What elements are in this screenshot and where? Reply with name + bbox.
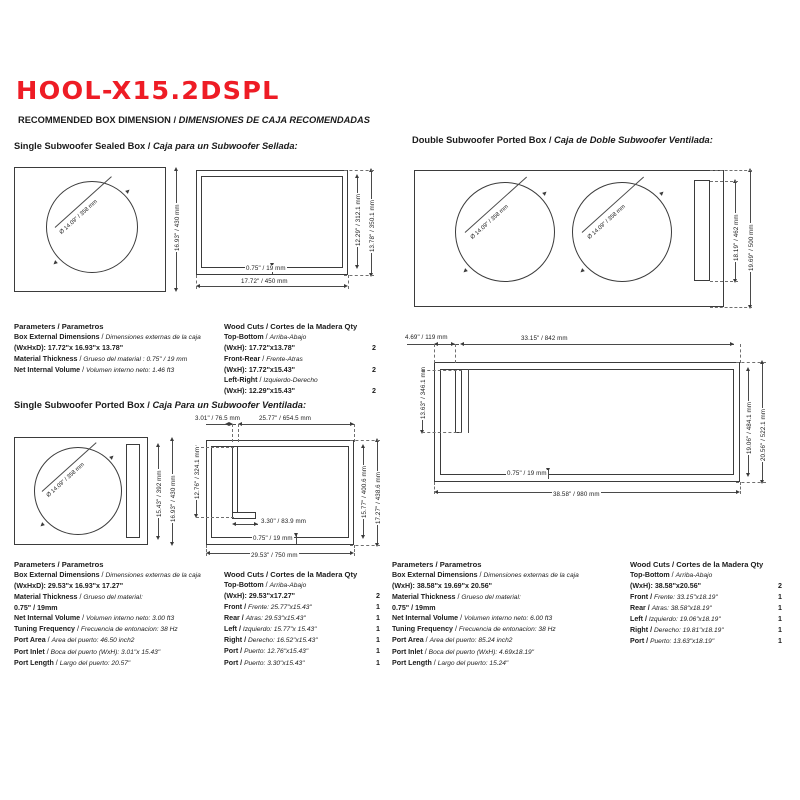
pd-param-es: Boca del puerto (WxH): 4.69x18.19" — [428, 648, 535, 656]
ps-param-es: Dimensiones externas de la caja — [105, 572, 201, 580]
sealed-driver-diameter-label: Ø 14.09" / 358 mm — [58, 198, 99, 236]
sealed-inner-depth-arrow-top — [355, 174, 359, 178]
pd-cut-en: Right / — [630, 626, 655, 635]
ps-cut-en: Left / — [224, 625, 243, 634]
ps-param-es: Grueso del material: — [83, 593, 143, 601]
ported-double-side-inner — [440, 369, 734, 475]
pd-cut-row — [630, 581, 795, 591]
pd-param-es: Volumen interno neto: 6.00 ft3 — [464, 615, 553, 623]
ported-double-outer-height-label: 19.69" / 500 mm — [748, 224, 755, 271]
ported-double-sep: / — [546, 135, 555, 145]
ps-cut-en: Port / — [224, 647, 245, 656]
ported-single-port-gap-arrow-right — [254, 522, 258, 526]
sealed-param-en: Box External Dimensions — [14, 333, 100, 342]
ps-param-es: Area del puerto: 46.50 inch2 — [51, 637, 135, 645]
ported-single-tw-ext-left — [206, 545, 207, 556]
ported-double-port-slot — [694, 180, 710, 281]
recommended-box-dimension-heading — [18, 115, 370, 125]
pd-cut-qty: 1 — [778, 626, 782, 635]
ported-double-port-wall-2 — [468, 369, 469, 433]
ported-double-ph-ext-top — [422, 370, 462, 371]
ported-double-fh-ext-top — [710, 170, 752, 171]
sealed-inner-depth-label: 12.29" / 312.1 mm — [355, 193, 362, 246]
sealed-cut-row — [224, 343, 392, 353]
recommended-es: DIMENSIONES DE CAJA RECOMENDADAS — [178, 115, 370, 125]
ps-cut-es: Izquierdo: 15.77"x 15.43" — [242, 626, 317, 634]
ported-double-fh-ext-inner-bot — [710, 281, 738, 282]
ported-double-chamber-label: 33.15" / 842 mm — [521, 335, 568, 342]
ps-param-en: Material Thickness — [14, 592, 80, 601]
pd-param-en: Port Inlet — [392, 647, 425, 656]
sealed-woodcuts-table — [224, 322, 392, 396]
ported-double-fh-ext-bot — [710, 307, 752, 308]
sealed-outer-depth-label: 13.78" / 350.1 mm — [369, 199, 376, 252]
ported-double-inner-depth-arrow-top — [746, 367, 750, 371]
section-heading-sealed — [14, 141, 298, 151]
ported-double-driver-left-label: Ø 14.09" / 358 mm — [469, 203, 510, 241]
ported-single-port-inlet-label: 3.01" / 76.5 mm — [195, 415, 240, 422]
pd-cut-en: (WxH): 38.58"x20.56" — [630, 582, 701, 591]
pd-cut-row — [630, 603, 795, 614]
ported-double-chamber-line — [462, 344, 734, 345]
ported-single-tw-ext-right — [354, 545, 355, 556]
ported-single-driver-diameter-label: Ø 14.09" / 358 mm — [45, 461, 86, 499]
pd-cut-row — [630, 636, 795, 647]
pd-cut-es: Arriba-Abajo — [675, 572, 713, 580]
ps-param-es: Frecuencia de entonacion: 38 Hz — [80, 626, 178, 634]
brand-title: HOOL-X15.2DSPL — [16, 76, 280, 105]
sealed-cut-row: Top-Bottom / Arriba-Abajo — [224, 333, 307, 342]
ported-double-title-en: Double Subwoofer Ported Box — [412, 135, 547, 145]
ported-single-total-width-label: 29.53" / 750 mm — [251, 552, 298, 559]
sealed-cut-qty: 2 — [372, 387, 376, 396]
ported-double-woodcuts-table — [630, 560, 795, 648]
ported-single-inner-depth-label: 15.77" / 400.6 mm — [361, 465, 368, 518]
ported-double-title-es: Caja de Doble Subwoofer Ventilada: — [554, 135, 713, 145]
ported-single-sep: / — [144, 400, 153, 410]
ported-double-chamber-arrow-left — [460, 342, 464, 346]
ported-single-port-slot — [126, 444, 140, 538]
ported-double-woodcuts-head: Wood Cuts / Cortes de la Madera Qty — [630, 560, 764, 569]
ps-param-en: Tuning Frequency — [14, 625, 77, 634]
ps-cut-es: Puerto: 3.30"x15.43" — [244, 659, 305, 667]
ported-double-tw-ext-left — [434, 482, 435, 494]
ported-double-parameters-head: Parameters / Parametros — [392, 560, 482, 569]
ps-cut-es: Puerto: 12.76"x15.43" — [244, 648, 309, 656]
ps-param-en: Port Length — [14, 658, 56, 667]
ps-cut-en: (WxH): 29.53"x17.27" — [224, 592, 295, 601]
pd-cut-qty: 1 — [778, 637, 782, 646]
ps-cut-qty: 1 — [376, 613, 380, 622]
sealed-cut-en: Top-Bottom — [224, 333, 266, 342]
ported-single-inner-height-arrow-top — [156, 443, 160, 447]
ps-cut-qty: 1 — [376, 625, 380, 634]
pd-param-en: Material Thickness — [392, 592, 458, 601]
ported-single-depth-ext-bot — [350, 545, 380, 546]
ps-cut-es: Frente: 25.77"x15.43" — [248, 603, 312, 611]
sealed-width-dim-line — [199, 286, 345, 287]
sealed-height-arrow-bottom — [174, 288, 178, 292]
pd-param-es: Largo del puerto: 15.24" — [437, 659, 509, 667]
sealed-woodcuts-head: Wood Cuts / Cortes de la Madera Qty — [224, 322, 358, 331]
ps-cut-row — [224, 591, 396, 601]
sealed-width-ext-right — [348, 275, 349, 289]
ps-param-row: Port Area / Area del puerto: 46.50 inch2 — [14, 636, 135, 645]
sealed-param-en: (WxHxD): 17.72"x 16.93"x 13.78" — [14, 344, 124, 353]
ported-single-parameters-table — [14, 560, 201, 669]
pd-cut-qty: 1 — [778, 592, 782, 601]
ps-cut-qty: 2 — [376, 592, 380, 601]
ported-single-inner-height-arrow-bottom — [156, 536, 160, 540]
sealed-cut-row: Front-Rear / Frente-Atras — [224, 354, 303, 363]
ported-single-port-gap-label: 3.30" / 83.9 mm — [261, 518, 306, 525]
pd-param-row: Net Internal Volume / Volumen interno neto: 6.00 ft3 — [392, 614, 553, 623]
pd-cut-row: Top-Bottom / Arriba-Abajo — [630, 571, 713, 580]
sealed-param-es: Volumen interno neto: 1.46 ft3 — [86, 366, 175, 374]
sealed-cut-en: (WxH): 17.72"x15.43" — [224, 365, 295, 374]
pd-param-row: Tuning Frequency / Frecuencia de entonacion: 38 Hz — [392, 625, 556, 634]
ps-param-row: Port Inlet / Boca del puerto (WxH): 3.01"x 15.43" — [14, 647, 161, 656]
ported-single-woodcuts-head: Wood Cuts / Cortes de la Madera Qty — [224, 570, 358, 579]
ported-single-inner-height-label: 15.43" / 392 mm — [156, 470, 163, 517]
ported-single-port-height-label: 12.76" / 324.1 mm — [194, 446, 201, 499]
ported-single-chamber-line — [240, 424, 354, 425]
sealed-cut-en: Front-Rear — [224, 354, 263, 363]
ps-param-row: Box External Dimensions / Dimensiones externas de la caja — [14, 571, 201, 580]
pd-cut-row — [630, 614, 795, 625]
ported-double-chamber-ext — [740, 344, 741, 363]
ported-single-outer-height-label: 16.93" / 430 mm — [170, 475, 177, 522]
ported-single-inner-depth-arrow-bottom — [361, 535, 365, 539]
ps-param-row: Port Length / Largo del puerto: 20.57" — [14, 658, 131, 667]
pd-cut-es: Atras: 38.58"x18.19" — [651, 604, 712, 612]
sealed-depth-ext-bottom — [344, 275, 374, 276]
pd-param-row — [392, 603, 579, 613]
ps-cut-es: Arriba-Abajo — [269, 582, 307, 590]
sealed-param-row: Material Thickness / Grueso del material : 0.75" / 19 mm — [14, 354, 188, 363]
ported-double-tw-ext-right — [740, 482, 741, 494]
pd-cut-en: Front / — [630, 592, 655, 601]
section-heading-ported-double — [412, 135, 713, 145]
sealed-material-label: 0.75" / 19 mm — [246, 265, 286, 272]
ported-single-parameters-head: Parameters / Parametros — [14, 560, 104, 569]
pd-param-es: Dimensiones externas de la caja — [483, 572, 579, 580]
ported-double-chamber-arrow-right — [730, 342, 734, 346]
section-heading-ported-single — [14, 400, 306, 410]
recommended-sep: / — [170, 115, 179, 125]
sealed-side-inner — [201, 176, 343, 268]
ported-single-ph-ext-bot — [196, 517, 234, 518]
pd-param-en: Port Area — [392, 636, 426, 645]
sealed-parameters-head: Parameters / Parametros — [14, 322, 104, 331]
ported-double-parameters-table — [392, 560, 579, 669]
ported-single-outer-height-arrow-bottom — [170, 542, 174, 546]
sealed-parameters-table — [14, 322, 201, 376]
ported-double-port-wall — [455, 369, 462, 433]
sealed-cut-row — [224, 365, 392, 375]
ps-param-row — [14, 581, 201, 591]
sealed-cut-es: Arriba-Abajo — [269, 334, 307, 342]
pd-cut-qty: 1 — [778, 603, 782, 612]
ported-double-port-inlet-label: 4.69" / 119 mm — [405, 334, 448, 341]
ps-param-en: (WxHxD): 29.53"x 16.93"x 17.27" — [14, 582, 124, 591]
pd-cut-qty: 1 — [778, 615, 782, 624]
sealed-title-es: Caja para un Subwoofer Sellada: — [152, 141, 298, 151]
sealed-cut-qty: 2 — [372, 344, 376, 353]
sealed-cut-row — [224, 386, 392, 396]
pd-param-es: Grueso del material: — [461, 593, 521, 601]
ps-cut-qty: 1 — [376, 647, 380, 656]
sealed-cut-en: Left-Right — [224, 376, 260, 385]
pd-param-en: Net Internal Volume — [392, 614, 461, 623]
pd-cut-en: Rear / — [630, 603, 652, 612]
pd-cut-es: Puerto: 13.63"x18.19" — [650, 638, 715, 646]
pd-cut-qty: 2 — [778, 582, 782, 591]
pd-param-row: Box External Dimensions / Dimensiones externas de la caja — [392, 571, 579, 580]
ported-single-title-es: Caja Para un Subwoofer Ventilada: — [152, 400, 307, 410]
ps-cut-en: Port / — [224, 658, 245, 667]
ported-single-ph-ext-top — [196, 447, 234, 448]
ported-single-inlet-ext-b — [238, 424, 239, 442]
ported-double-inner-height-label: 18.19" / 462 mm — [733, 214, 740, 261]
sealed-title-en: Single Subwoofer Sealed Box — [14, 141, 146, 151]
ported-double-depth-ext-top — [736, 362, 766, 363]
ported-single-material-label: 0.75" / 19 mm — [253, 535, 293, 542]
ps-param-es: Volumen interno neto: 3.00 ft3 — [86, 615, 175, 623]
sealed-param-es: Grueso del material : 0.75" / 19 mm — [83, 355, 188, 363]
pd-cut-en: Port / — [630, 637, 651, 646]
sealed-cut-en: (WxH): 17.72"x13.78" — [224, 344, 295, 353]
ps-param-en: Port Area — [14, 636, 48, 645]
ported-double-driver-right-label: Ø 14.09" / 358 mm — [586, 203, 627, 241]
ported-single-depth-ext-top — [350, 440, 380, 441]
ps-param-en: Net Internal Volume — [14, 614, 83, 623]
sealed-depth-ext-top — [344, 170, 374, 171]
sealed-param-en: Material Thickness — [14, 354, 80, 363]
ps-cut-row — [224, 646, 396, 657]
sealed-cut-en: (WxH): 12.29"x15.43" — [224, 387, 295, 396]
ps-cut-es: Atras: 29.53"x15.43" — [245, 614, 306, 622]
ps-param-row: Material Thickness / Grueso del material: — [14, 592, 143, 601]
pd-cut-es: Frente: 33.15"x18.19" — [654, 593, 718, 601]
pd-cut-en: Top-Bottom — [630, 571, 672, 580]
ps-param-row — [14, 603, 201, 613]
ps-cut-row — [224, 635, 396, 646]
ported-double-inlet-ext-a — [434, 344, 435, 363]
ported-single-inner-depth-arrow-top — [361, 444, 365, 448]
ported-double-port-height-label: 13.63" / 346.1 mm — [420, 366, 427, 419]
pd-param-en: (WxH): 38.58"x 19.69"x 20.56" — [392, 582, 492, 591]
ps-param-row: Net Internal Volume / Volumen interno neto: 3.00 ft3 — [14, 614, 175, 623]
ps-param-es: Boca del puerto (WxH): 3.01"x 15.43" — [50, 648, 161, 656]
pd-cut-row — [630, 592, 795, 603]
ported-single-title-en: Single Subwoofer Ported Box — [14, 400, 145, 410]
pd-param-en: Tuning Frequency — [392, 625, 455, 634]
ported-single-chamber-arrow-left — [238, 422, 242, 426]
ported-double-total-width-label: 38.58" / 980 mm — [553, 491, 600, 498]
ps-cut-qty: 1 — [376, 602, 380, 611]
ported-double-outer-depth-label: 20.56" / 522.1 mm — [760, 408, 767, 461]
pd-param-row: Port Inlet / Boca del puerto (WxH): 4.69x18.19" — [392, 647, 535, 656]
ported-single-port-gap-arrow-left — [232, 522, 236, 526]
ported-double-depth-ext-bot — [736, 482, 766, 483]
sealed-param-row: Box External Dimensions / Dimensiones externas de la caja — [14, 333, 201, 342]
sealed-width-ext-left — [196, 275, 197, 289]
sealed-cut-row: Left-Right / Izquierdo-Derecho — [224, 376, 318, 385]
recommended-en: RECOMMENDED BOX DIMENSION — [18, 115, 171, 125]
ps-cut-en: Rear / — [224, 613, 246, 622]
pd-cut-row — [630, 625, 795, 636]
pd-param-es: Frecuencia de entonacion: 38 Hz — [458, 626, 556, 634]
ported-double-inlet-ext-b — [455, 344, 456, 363]
ps-param-row: Tuning Frequency / Frecuencia de entonacion: 38 Hz — [14, 625, 178, 634]
ported-single-port-foot — [232, 512, 256, 519]
pd-param-en: Box External Dimensions — [392, 571, 478, 580]
pd-param-row: Material Thickness / Grueso del material: — [392, 592, 521, 601]
sealed-param-en: Net Internal Volume — [14, 365, 83, 374]
ported-single-chamber-label: 25.77" / 654.5 mm — [259, 415, 312, 422]
pd-param-row: Port Area / Area del puerto: 85.24 inch2 — [392, 636, 513, 645]
ported-single-port-wall — [232, 446, 238, 518]
sealed-height-arrow-top — [174, 167, 178, 171]
pd-cut-es: Derecho: 19.81"x18.19" — [654, 627, 724, 635]
pd-cut-en: Left / — [630, 615, 649, 624]
ps-cut-es: Derecho: 16.52"x15.43" — [248, 637, 318, 645]
ported-double-inner-depth-label: 19.06" / 484.1 mm — [746, 401, 753, 454]
pd-param-row: Port Length / Largo del puerto: 15.24" — [392, 658, 509, 667]
sealed-width-label: 17.72" / 450 mm — [241, 278, 288, 285]
sealed-param-row — [14, 343, 201, 353]
ps-cut-row — [224, 602, 396, 613]
ps-cut-qty: 1 — [376, 658, 380, 667]
ported-double-inner-depth-arrow-bottom — [746, 473, 750, 477]
pd-param-en: 0.75" / 19mm — [392, 603, 436, 612]
sealed-height-label: 16.93" / 430 mm — [174, 204, 181, 251]
sealed-param-es: Dimensiones externas de la caja — [105, 334, 201, 342]
ps-param-en: Box External Dimensions — [14, 571, 100, 580]
ported-single-material-arrow — [294, 533, 298, 537]
ported-double-material-label: 0.75" / 19 mm — [507, 470, 547, 477]
sealed-param-row: Net Internal Volume / Volumen interno neto: 1.46 ft3 — [14, 365, 175, 374]
ps-cut-qty: 1 — [376, 636, 380, 645]
ps-cut-row — [224, 624, 396, 635]
pd-param-row — [392, 581, 579, 591]
ps-cut-row: Top-Bottom / Arriba-Abajo — [224, 581, 307, 590]
sealed-sep: / — [145, 141, 153, 151]
ported-single-outer-depth-label: 17.27" / 438.6 mm — [375, 471, 382, 524]
ported-single-inlet-ext-a — [232, 424, 233, 442]
ps-cut-en: Top-Bottom — [224, 581, 266, 590]
ps-cut-row — [224, 613, 396, 624]
sealed-cut-es: Frente-Atras — [266, 355, 303, 363]
ported-single-driver-cutout — [34, 447, 122, 535]
pd-param-es: Area del puerto: 85.24 inch2 — [429, 637, 513, 645]
sealed-cut-es: Izquierdo-Derecho — [263, 377, 318, 385]
ps-cut-row — [224, 658, 396, 669]
ported-single-woodcuts-table — [224, 570, 396, 669]
pd-cut-es: Izquierdo: 19.06"x18.19" — [648, 616, 721, 624]
ported-single-outer-height-arrow-top — [170, 437, 174, 441]
pd-param-en: Port Length — [392, 658, 434, 667]
ps-cut-en: Right / — [224, 636, 249, 645]
sealed-inner-depth-arrow-bottom — [355, 265, 359, 269]
ported-double-ph-ext-bot — [422, 432, 462, 433]
ps-param-en: 0.75" / 19mm — [14, 603, 58, 612]
ps-cut-en: Front / — [224, 602, 249, 611]
ps-param-en: Port Inlet — [14, 647, 47, 656]
ps-param-es: Largo del puerto: 20.57" — [59, 659, 131, 667]
sealed-cut-qty: 2 — [372, 365, 376, 374]
ported-double-fh-ext-inner-top — [710, 181, 738, 182]
